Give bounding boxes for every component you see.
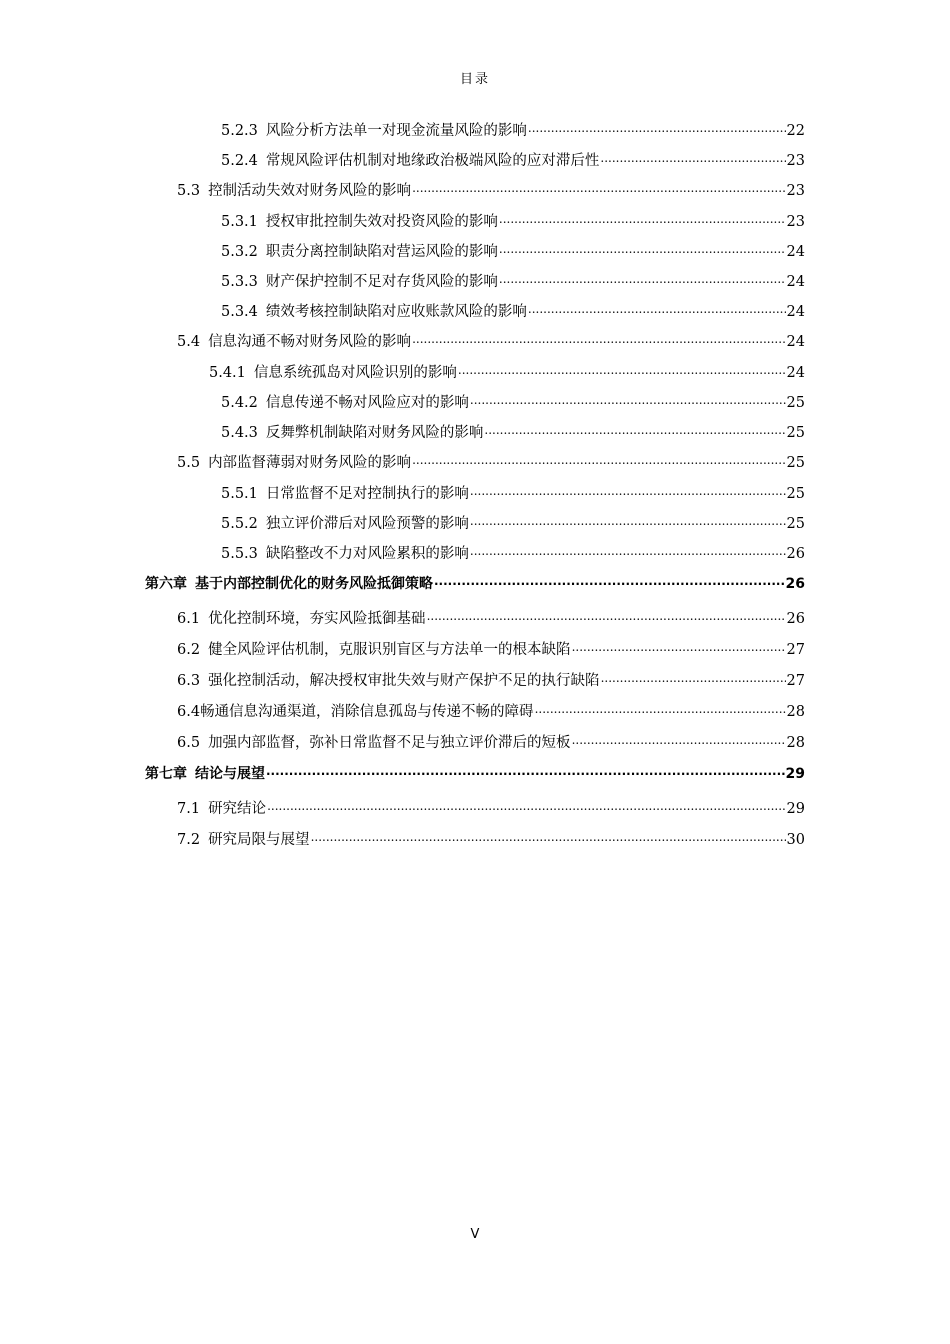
toc-entry-page: 24	[786, 334, 805, 350]
toc-entry-6-4[interactable]	[177, 700, 805, 721]
toc-leader-dots	[535, 700, 786, 716]
toc-chapter-title: 基于内部控制优化的财务风险抵御策略	[195, 576, 433, 592]
toc-leader-dots	[528, 300, 786, 316]
toc-chapter-6[interactable]	[145, 572, 805, 593]
toc-entry-number: 5.3.3	[221, 274, 258, 290]
toc-leader-dots	[311, 828, 786, 844]
toc-entry-5-3-2[interactable]	[221, 240, 805, 261]
toc-entry-number: 6.5	[177, 735, 201, 751]
toc-entry-title: 优化控制环境，夯实风险抵御基础	[208, 611, 426, 627]
page-number: V	[470, 1227, 480, 1242]
toc-leader-dots	[470, 391, 786, 407]
toc-entry-5-3-3[interactable]	[221, 270, 805, 291]
toc-chapter-page: 26	[785, 576, 805, 592]
toc-leader-dots	[470, 482, 786, 498]
toc-entry-page: 24	[786, 244, 805, 260]
toc-entry-page: 25	[786, 455, 805, 471]
toc-entry-5-3-4[interactable]	[221, 300, 805, 321]
toc-entry-number: 5.3	[177, 183, 201, 199]
toc-entry-5-4[interactable]	[177, 330, 805, 351]
toc-chapter-7[interactable]	[145, 762, 805, 783]
toc-entry-number: 5.2.4	[221, 153, 258, 169]
toc-entry-page: 25	[786, 395, 805, 411]
toc-entry-5-4-2[interactable]	[221, 391, 805, 412]
toc-chapter-number: 第六章	[145, 576, 187, 592]
toc-entry-title: 日常监督不足对控制执行的影响	[265, 486, 469, 502]
toc-entry-title: 研究结论	[208, 801, 267, 817]
toc-entry-page: 28	[786, 735, 805, 751]
toc-entry-title: 反舞弊机制缺陷对财务风险的影响	[265, 425, 484, 441]
toc-entry-5-5-2[interactable]	[221, 512, 805, 533]
toc-entry-6-2[interactable]	[177, 638, 805, 659]
toc-leader-dots	[528, 119, 786, 135]
toc-entry-number: 5.5.1	[221, 486, 258, 502]
toc-entry-title: 授权审批控制失效对投资风险的影响	[265, 214, 498, 230]
toc-entry-title: 信息系统孤岛对风险识别的影响	[253, 365, 457, 381]
toc-entry-number: 7.2	[177, 832, 201, 848]
toc-entry-title: 职责分离控制缺陷对营运风险的影响	[265, 244, 498, 260]
toc-entry-title: 绩效考核控制缺陷对应收账款风险的影响	[265, 304, 527, 320]
toc-leader-dots	[572, 731, 786, 747]
toc-entry-page: 26	[786, 546, 805, 562]
toc-entry-page: 25	[786, 486, 805, 502]
toc-entry-number: 5.5.3	[221, 546, 258, 562]
toc-entry-number: 5.5.2	[221, 516, 258, 532]
toc-entry-5-2-4[interactable]	[221, 149, 805, 170]
toc-entry-6-1[interactable]	[177, 607, 805, 628]
toc-leader-dots	[499, 210, 786, 226]
toc-entry-title: 健全风险评估机制，克服识别盲区与方法单一的根本缺陷	[208, 642, 571, 658]
toc-entry-page: 27	[786, 673, 805, 689]
toc-entry-title: 控制活动失效对财务风险的影响	[208, 183, 412, 199]
toc-entry-6-3[interactable]	[177, 669, 805, 690]
toc-entry-page: 24	[786, 365, 805, 381]
toc-entry-5-5-1[interactable]	[221, 482, 805, 503]
toc-entry-page: 24	[786, 274, 805, 290]
toc-entry-title: 畅通信息沟通渠道，消除信息孤岛与传递不畅的障碍	[200, 704, 534, 720]
toc-entry-title: 内部监督薄弱对财务风险的影响	[208, 455, 412, 471]
toc-leader-dots	[470, 512, 786, 528]
toc-entry-page: 27	[786, 642, 805, 658]
toc-entry-number: 6.3	[177, 673, 201, 689]
toc-leader-dots	[600, 149, 785, 165]
toc-entry-number: 5.3.1	[221, 214, 258, 230]
toc-entry-number: 5.4.3	[221, 425, 258, 441]
toc-entry-number: 6.1	[177, 611, 201, 627]
toc-entry-7-1[interactable]	[177, 797, 805, 818]
toc-entry-title: 独立评价滞后对风险预警的影响	[265, 516, 469, 532]
toc-leader-dots	[601, 669, 786, 685]
toc-entry-5-3-1[interactable]	[221, 210, 805, 231]
toc-entry-number: 5.4.1	[209, 365, 246, 381]
toc-leader-dots	[427, 607, 786, 623]
toc-entry-page: 30	[786, 832, 805, 848]
toc-entry-title: 信息传递不畅对风险应对的影响	[265, 395, 469, 411]
toc-entry-page: 23	[786, 214, 805, 230]
toc-entry-title: 强化控制活动，解决授权审批失效与财产保护不足的执行缺陷	[208, 673, 600, 689]
toc-entry-number: 7.1	[177, 801, 201, 817]
toc-entry-6-5[interactable]	[177, 731, 805, 752]
toc-entry-5-4-1[interactable]	[209, 361, 805, 382]
toc-entry-5-4-3[interactable]	[221, 421, 805, 442]
toc-entry-title: 常规风险评估机制对地缘政治极端风险的应对滞后性	[265, 153, 600, 169]
toc-leader-dots	[412, 330, 785, 346]
toc-leader-dots	[267, 797, 785, 813]
toc-entry-number: 6.4	[177, 704, 201, 720]
toc-entry-title: 研究局限与展望	[208, 832, 310, 848]
toc-entry-page: 29	[786, 801, 805, 817]
toc-leader-dots	[412, 179, 785, 195]
toc-entry-number: 5.3.2	[221, 244, 258, 260]
toc-leader-dots	[499, 240, 786, 256]
toc-entry-5-5[interactable]	[177, 451, 805, 472]
toc-leader-dots	[572, 638, 786, 654]
toc-entry-title: 加强内部监督，弥补日常监督不足与独立评价滞后的短板	[208, 735, 571, 751]
toc-entry-number: 5.5	[177, 455, 201, 471]
toc-entry-5-5-3[interactable]	[221, 542, 805, 563]
toc-entry-number: 5.4.2	[221, 395, 258, 411]
toc-entry-title: 风险分析方法单一对现金流量风险的影响	[265, 123, 527, 139]
toc-entry-number: 5.2.3	[221, 123, 258, 139]
toc-leader-dots	[458, 361, 786, 377]
toc-leader-dots	[266, 762, 785, 778]
toc-leader-dots	[484, 421, 785, 437]
toc-heading: 目录	[459, 72, 490, 87]
toc-entry-page: 22	[786, 123, 805, 139]
toc-entry-5-2-3[interactable]	[221, 119, 805, 140]
toc-leader-dots	[412, 451, 785, 467]
toc-entry-page: 25	[786, 516, 805, 532]
toc-entry-page: 25	[786, 425, 805, 441]
toc-entry-7-2[interactable]	[177, 828, 805, 849]
toc-entry-title: 缺陷整改不力对风险累积的影响	[265, 546, 469, 562]
toc-entry-5-3[interactable]	[177, 179, 805, 200]
toc-leader-dots	[499, 270, 786, 286]
toc-leader-dots	[470, 542, 786, 558]
toc-leader-dots	[434, 572, 785, 588]
toc-entry-number: 5.3.4	[221, 304, 258, 320]
toc-entry-page: 23	[786, 183, 805, 199]
toc-entry-number: 6.2	[177, 642, 201, 658]
toc-entry-page: 24	[786, 304, 805, 320]
toc-chapter-number: 第七章	[145, 766, 187, 782]
toc-entry-number: 5.4	[177, 334, 201, 350]
toc-chapter-title: 结论与展望	[195, 766, 265, 782]
toc-entry-page: 23	[786, 153, 805, 169]
toc-entry-page: 28	[786, 704, 805, 720]
toc-chapter-page: 29	[785, 766, 805, 782]
toc-entry-title: 信息沟通不畅对财务风险的影响	[208, 334, 412, 350]
toc-entry-page: 26	[786, 611, 805, 627]
toc-entry-title: 财产保护控制不足对存货风险的影响	[265, 274, 498, 290]
